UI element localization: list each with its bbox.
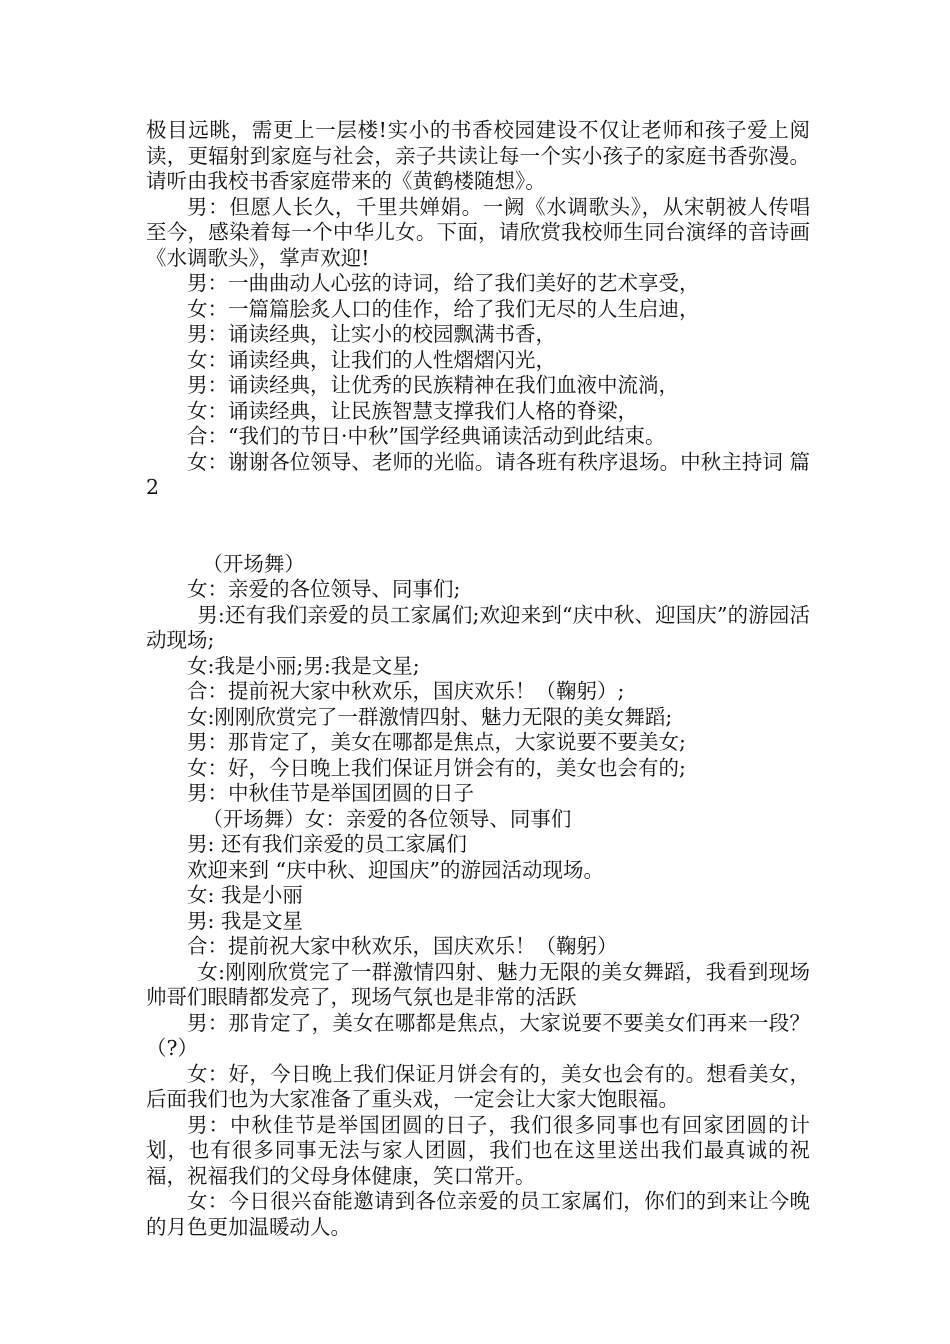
paragraph: 女：亲爱的各位领导、同事们; — [187, 577, 461, 601]
paragraph: 女：好，今日晚上我们保证月饼会有的，美女也会有的; — [187, 755, 686, 780]
paragraph: 女:刚刚欣赏完了一群激情四射、魅力无限的美女舞蹈，我看到现场帅哥们眼睛都发亮了，现场气氛也是非常的活跃 — [146, 959, 810, 1009]
paragraph: 合：提前祝大家中秋欢乐，国庆欢乐！（鞠躬）; — [187, 679, 625, 703]
paragraph: 男：诵读经典，让实小的校园飘满书香， — [187, 322, 556, 346]
paragraph: 女:刚刚欣赏完了一群激情四射、魅力无限的美女舞蹈; — [187, 704, 673, 729]
paragraph: 女：今日很兴奋能邀请到各位亲爱的员工家属们，你们的到来让今晚的月色更加温暖动人。 — [146, 1189, 810, 1239]
blank-space — [146, 501, 810, 552]
paragraph: 男：那肯定了，美女在哪都是焦点，大家说要不要美女; — [187, 730, 686, 754]
paragraph: 男：中秋佳节是举国团圆的日子，我们很多同事也有回家团圆的计划，也有很多同事无法与家人团圆，我们也在这里送出我们最真诚的祝福，祝福我们的父母身体健康，笑口常开。 — [146, 1112, 810, 1188]
paragraph: 女:我是小丽;男:我是文星; — [187, 653, 420, 678]
document-page — [146, 118, 810, 1240]
paragraph: 女：诵读经典，让我们的人性熠熠闪光， — [187, 347, 556, 372]
paragraph: 男:还有我们亲爱的员工家属们;欢迎来到“庆中秋、迎国庆”的游园活动现场; — [146, 602, 810, 652]
paragraph: 男：中秋佳节是举国团圆的日子 — [187, 781, 474, 805]
paragraph: 男：诵读经典，让优秀的民族精神在我们血液中流淌， — [187, 373, 679, 397]
paragraph: 男：但愿人长久，千里共婵娟。一阙《水调歌头》，从宋朝被人传唱至今，感染着每一个中华儿女。下面，请欣赏我校师生同台演绎的音诗画《水调歌头》，掌声欢迎! — [146, 194, 810, 270]
paragraph: 男: 还有我们亲爱的员工家属们 — [187, 832, 467, 856]
paragraph: （开场舞） — [202, 551, 305, 576]
paragraph: 极目远眺，需更上一层楼!实小的书香校园建设不仅让老师和孩子爱上阅读，更辐射到家庭与社会，亲子共读让每一个实小孩子的家庭书香弥漫。请听由我校书香家庭带来的《黄鹤楼随想》。 — [146, 118, 810, 193]
paragraph: 合：“我们的节日·中秋”国学经典诵读活动到此结束。 — [187, 424, 666, 448]
paragraph: 女：好，今日晚上我们保证月饼会有的，美女也会有的。想看美女，后面我们也为大家准备了重头戏，一定会让大家大饱眼福。 — [146, 1061, 810, 1111]
paragraph: 男：那肯定了，美女在哪都是焦点，大家说要不要美女们再来一段？（?） — [146, 1010, 810, 1060]
paragraph: 合：提前祝大家中秋欢乐，国庆欢乐！（鞠躬） — [187, 934, 618, 958]
paragraph: 女：一篇篇脍炙人口的佳作，给了我们无尽的人生启迪， — [187, 296, 700, 321]
paragraph: （开场舞）女：亲爱的各位领导、同事们 — [202, 806, 572, 831]
paragraph: 欢迎来到 “庆中秋、迎国庆”的游园活动现场。 — [187, 857, 604, 882]
paragraph: 女：谢谢各位领导、老师的光临。请各班有秩序退场。中秋主持词 篇2 — [146, 449, 810, 499]
paragraph: 女：诵读经典，让民族智慧支撑我们人格的脊梁， — [187, 398, 638, 423]
paragraph: 女: 我是小丽 — [187, 883, 303, 907]
paragraph: 男：一曲曲动人心弦的诗词，给了我们美好的艺术享受， — [187, 271, 700, 295]
paragraph: 男: 我是文星 — [187, 908, 303, 933]
